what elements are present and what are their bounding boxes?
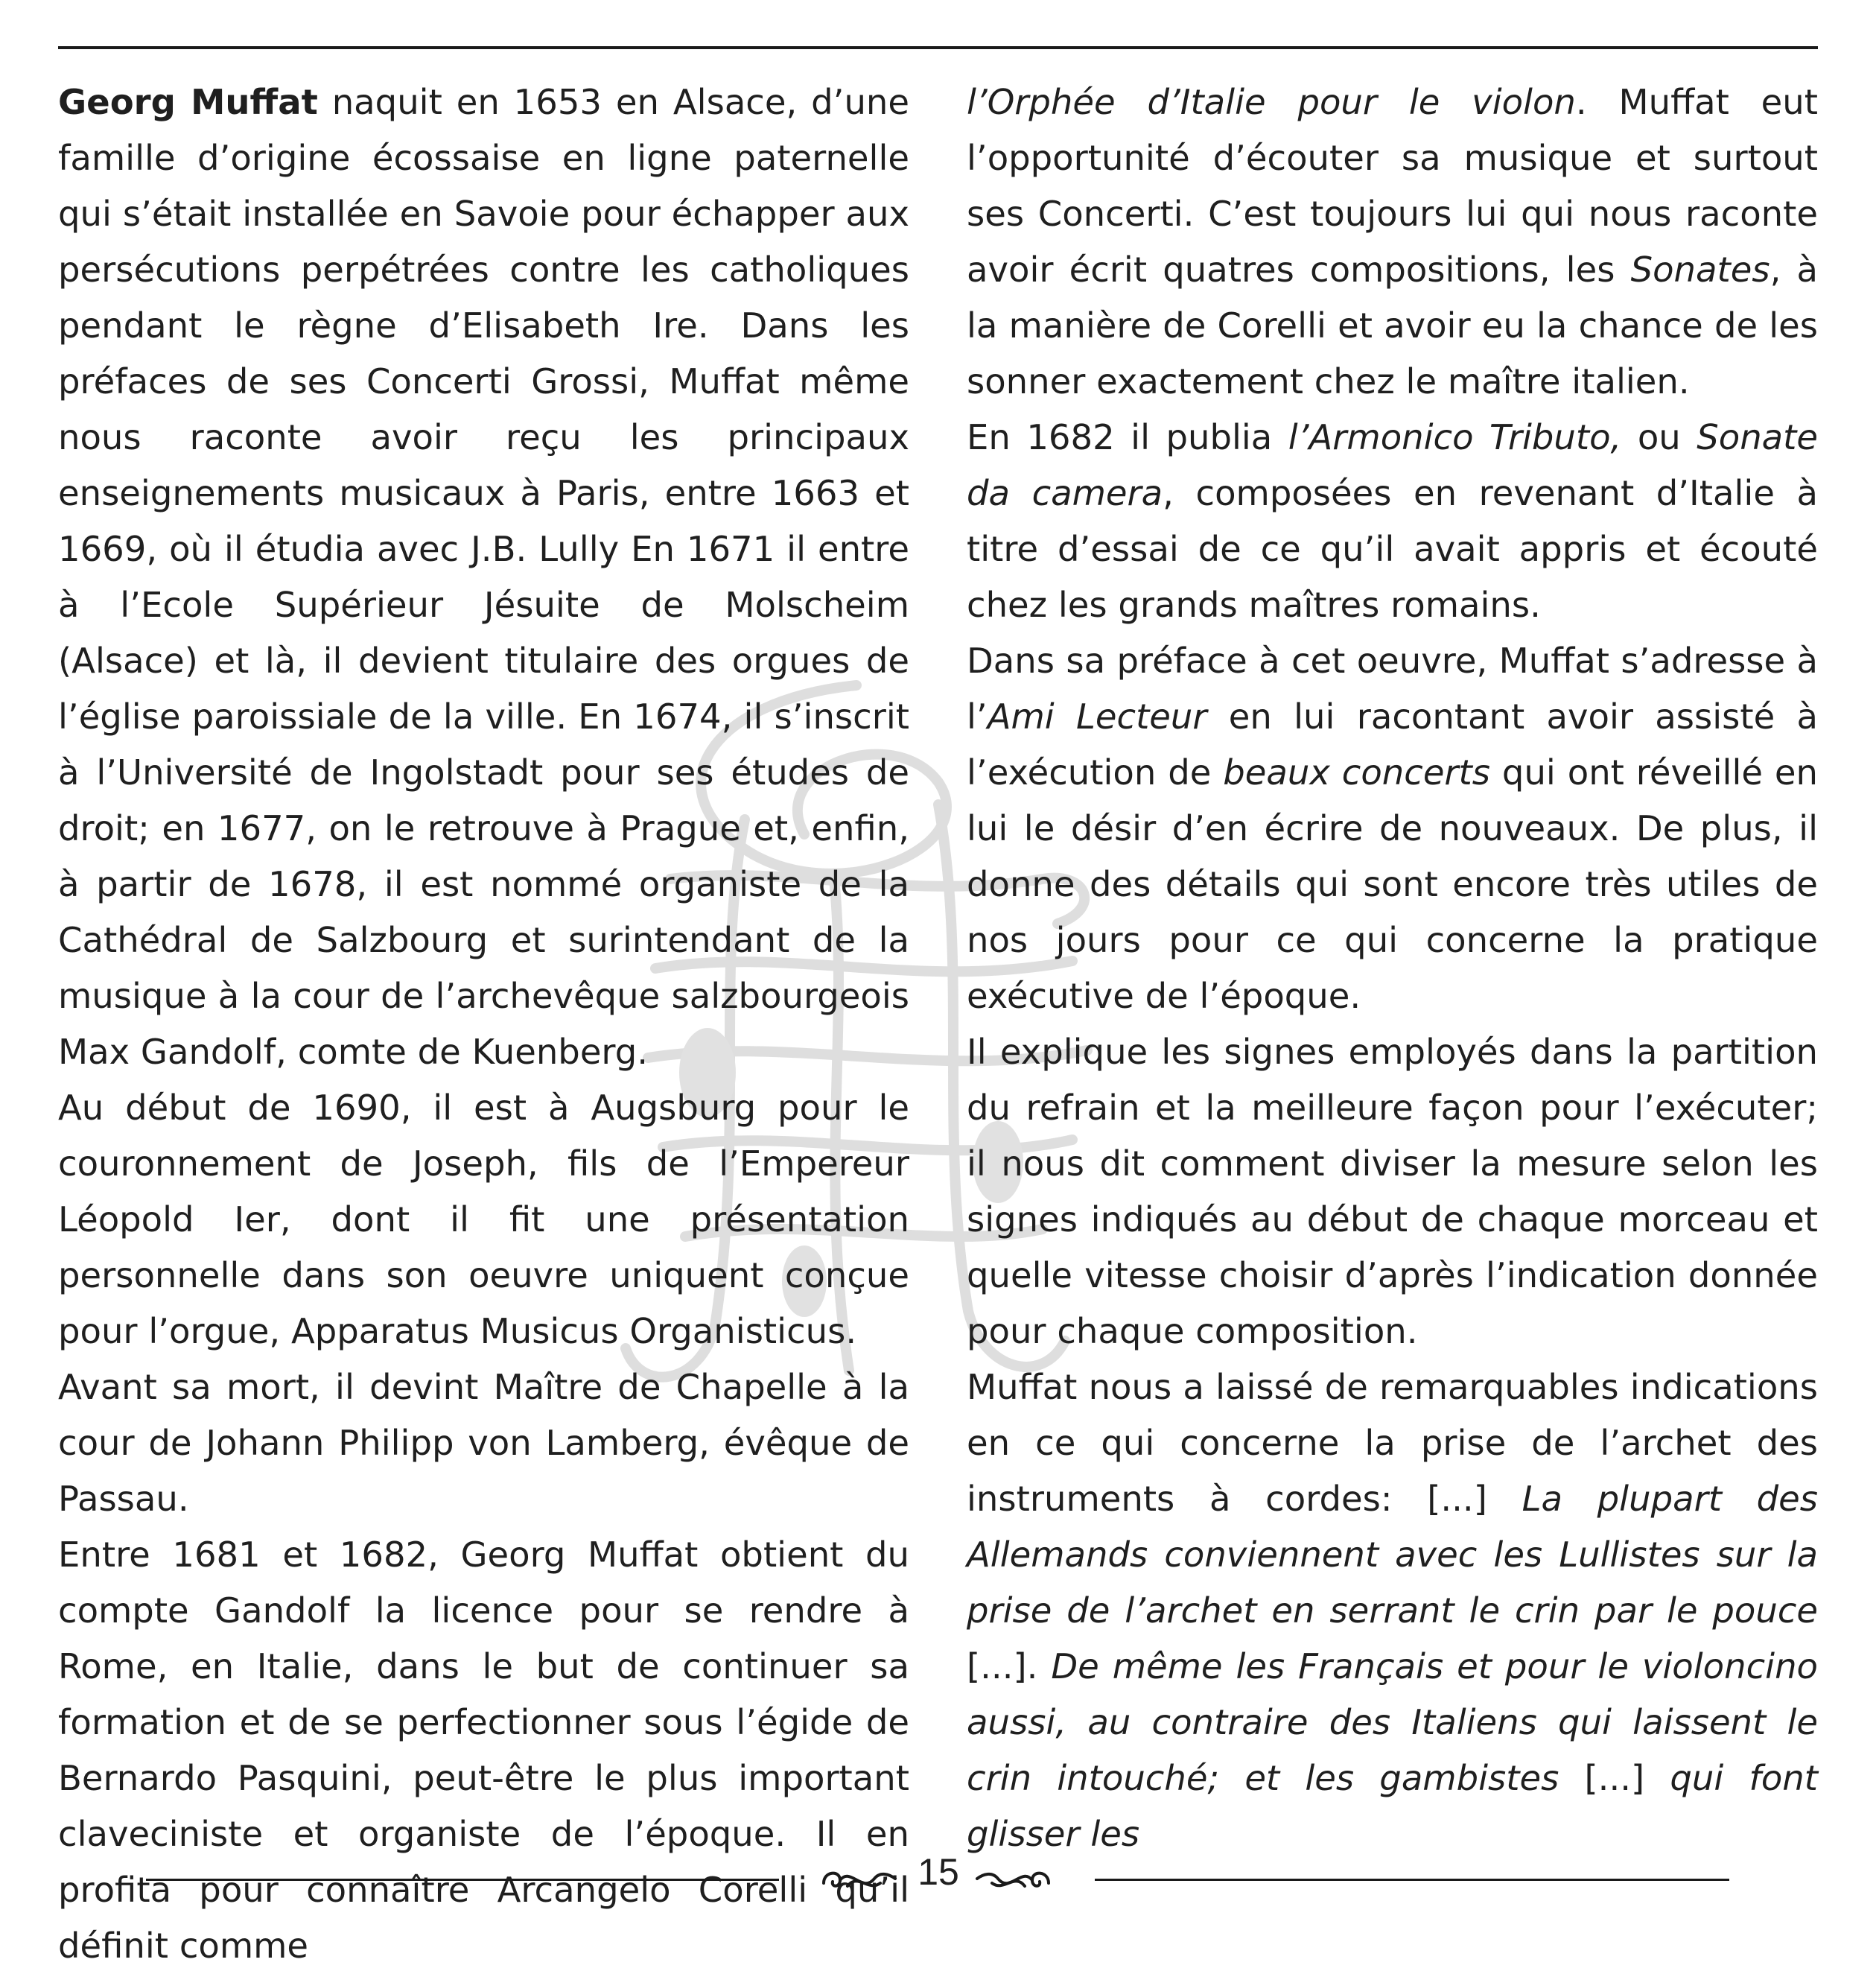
page-number: 15 — [918, 1851, 959, 1893]
page-footer — [0, 1840, 1876, 1907]
flourish-right-icon — [973, 1856, 1055, 1901]
left-text-column — [58, 74, 909, 1974]
paragraph-signes: Il explique les signes employés dans la partition du refrain et la meilleure façon pour l’exécuter; il nous dit comment diviser la mesure selon les signes indiqués au début de chaque morceau et quelle vitesse choisir d’après l’indication donnée pour chaque composition. — [967, 1032, 1818, 1351]
composer-name: Georg Muffat — [58, 82, 318, 122]
paragraph-biography-intro: Georg Muffat naquit en 1653 en Alsace, d’une famille d’origine écossaise en ligne paternelle qui s’était installée en Savoie pour échapper aux persécutions perpétrées contre les catholiques pendant le règne d’Elisabeth Ire. Dans les préfaces de ses Concerti Grossi, Muffat même nous raconte avoir reçu les principaux enseignements musicaux à Paris, entre 1663 et 1669, où il étudia avec J.B. Lully En 1671 il entre à l’Ecole Supérieur Jésuite de Molscheim (Alsace) et là, il devient titulaire des orgues de l’église paroissiale de la ville. En 1674, il s’inscrit à l’Université de Ingolstadt pour ses études de droit; en 1677, on le retrouve à Prague et, enfin, à partir de 1678, il est nommé organiste de la Cathédral de Salzbourg et surintendant de la musique à la cour de l’archevêque salzbourgeois Max Gandolf, comte de Kuenberg. — [58, 82, 910, 1072]
paragraph-armonico-tributo: En 1682 il publia l’Armonico Tributo, ou Sonate da camera, composées en revenant d’Italie à titre d’essai de ce qu’il avait appris et écouté chez les grands maîtres romains. — [967, 417, 1819, 625]
paragraph-rome: Entre 1681 et 1682, Georg Muffat obtient du compte Gandolf la licence pour se rendre à Rome, en Italie, dans le but de continuer sa formation et de se perfectionner sous l’égide de Bernardo Pasquini, peut-être le plus important claveciniste et organiste de l’époque. Il en profita pour connaître Arcangelo Corelli qu’il définit comme — [58, 1535, 909, 1966]
paragraph-augsburg: Au début de 1690, il est à Augsburg pour le couronnement de Joseph, fils de l’Empereur Léopold Ier, dont il fit une présentation personnelle dans son oeuvre uniquent conçue pour l’orgue, Apparatus Musicus Organisticus. — [58, 1088, 909, 1351]
footer-rule-right — [1095, 1879, 1729, 1881]
right-text-column — [967, 74, 1818, 1862]
footer-rule-left — [146, 1879, 779, 1881]
top-rule — [58, 46, 1818, 49]
paragraph-archet: Muffat nous a laissé de remarquables indications en ce qui concerne la prise de l’archet des instruments à cordes: [...] La plupart des Allemands conviennent avec les Lullistes sur la prise de l’archet en serrant le crin par le pouce [...]. De même les Français et pour le violoncino aussi, au contraire des Italiens qui laissent le crin intouché; et les gambistes [...] qui font glisser les — [967, 1367, 1818, 1854]
flourish-left-icon — [818, 1856, 900, 1901]
paragraph-passau: Avant sa mort, il devint Maître de Chapelle à la cour de Johann Philipp von Lamberg, évêque de Passau. — [58, 1367, 909, 1519]
paragraph-preface: Dans sa préface à cet oeuvre, Muffat s’adresse à l’Ami Lecteur en lui racontant avoir assisté à l’exécution de beaux concerts qui ont réveillé en lui le désir d’en écrire de nouveaux. De plus, il donne des détails qui sont encore très utiles de nos jours pour ce qui concerne la pratique exécutive de l’époque. — [967, 641, 1818, 1016]
paragraph-corelli: l’Orphée d’Italie pour le violon. Muffat eut l’opportunité d’écouter sa musique et surtout ses Concerti. C’est toujours lui qui nous raconte avoir écrit quatres compositions, les Sonates, à la manière de Corelli et avoir eu la chance de les sonner exactement chez le maître italien. — [967, 82, 1818, 402]
